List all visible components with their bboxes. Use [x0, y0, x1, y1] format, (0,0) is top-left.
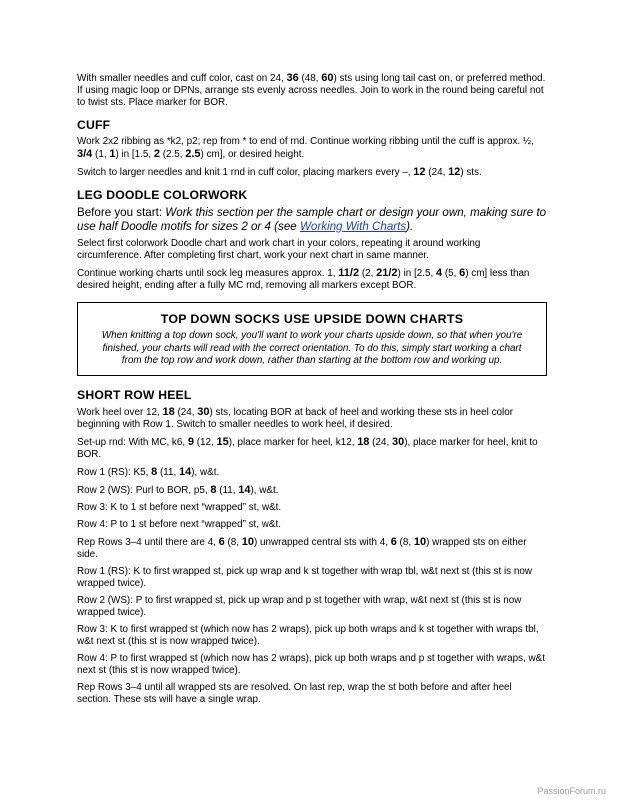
leg-paragraph-1: Select first colorwork Doodle chart and work chart in your colors, repeating it around working circumference. After completing first chart, work your next chart in same manner.	[77, 238, 481, 262]
leg-heading: LEG DOODLE COLORWORK	[77, 188, 248, 202]
text: ) sts.	[460, 167, 482, 178]
text: ) in [2.5,	[397, 268, 436, 280]
text: (1,	[92, 149, 110, 160]
text: (24,	[369, 437, 392, 449]
size-value: 14	[179, 466, 192, 479]
text: Row 2 (WS): Purl to BOR, p5,	[77, 485, 211, 497]
size-value: 6	[459, 267, 466, 280]
size-value: 30	[391, 436, 405, 449]
cuff-heading: CUFF	[77, 118, 111, 132]
size-value: 30	[197, 406, 210, 419]
note-box-title: TOP DOWN SOCKS USE UPSIDE DOWN CHARTS	[160, 312, 464, 327]
size-value: 1	[109, 148, 116, 160]
watermark: PassionForum.ru	[537, 786, 606, 796]
text: ), w&t.	[250, 485, 279, 497]
text: (11,	[157, 467, 179, 479]
heel-heading: SHORT ROW HEEL	[77, 388, 192, 403]
note-box-body: When knitting a top down sock, you'll want to work your charts upside down, so that when you're finished, your charts will read with the correct orientation. To do this, simply start working a chart from the top row and work down, rather than starting at the bottom row and working up.	[101, 330, 523, 366]
text: (8,	[396, 537, 414, 549]
heel-row-4: Row 4: P to 1 st before next “wrapped” st, w&t.	[77, 519, 281, 531]
size-value: 2	[153, 148, 160, 160]
text: ), place marker for heel, knit to BOR.	[77, 437, 538, 461]
upside-down-charts-note-box	[77, 302, 547, 376]
document-page	[77, 72, 547, 711]
before-you-start-note	[77, 206, 547, 233]
size-value: 6	[218, 536, 225, 549]
size-value: 21/2	[376, 267, 398, 280]
text: (24,	[174, 407, 198, 419]
size-value: 18	[162, 406, 175, 419]
text: ), w&t.	[191, 467, 220, 479]
text: ) cm], or desired height.	[200, 149, 305, 160]
text: Switch to larger needles and knit 1 rnd in cuff color, placing markers every –,	[77, 167, 414, 178]
heel-paragraph-1	[77, 406, 547, 431]
heel-resolve-row-4: Row 4: P to first wrapped st (which now has 2 wraps), pick up both wraps and p st together with wraps, w&t next st (this st is now wrapped twice).	[77, 653, 545, 677]
cuff-paragraph-1	[77, 136, 547, 161]
text: Row 1 (RS): K5,	[77, 467, 152, 479]
size-value: 18	[357, 436, 370, 449]
size-value: 2.5	[185, 148, 201, 160]
text: ) unwrapped central sts with 4,	[254, 537, 391, 549]
text: ) sts using long tail cast on, or preferred method. If using magic loop or DPNs, arrange sts evenly across needles. Join to work in the round being careful not to twist sts. Place marker for BOR.	[77, 73, 546, 108]
size-value: 3/4	[77, 148, 93, 160]
leg-paragraph-2	[77, 267, 547, 292]
text: Continue working charts until sock leg measures approx. 1,	[77, 268, 339, 280]
heel-resolve-row-3: Row 3: K to first wrapped st (which now has 2 wraps), pick up both wraps and k st together with wraps tbl, w&t next st (this st is now wrapped twice).	[77, 624, 539, 648]
text: (12,	[193, 437, 217, 449]
heel-row-2	[77, 484, 547, 497]
heel-row-3: Row 3: K to 1 st before next “wrapped” st, w&t.	[77, 502, 282, 514]
size-value: 11/2	[338, 267, 360, 280]
text: Work heel over 12,	[77, 407, 163, 419]
text: (11,	[216, 485, 239, 497]
text: ) in [1.5,	[115, 149, 154, 160]
note-text: ).	[406, 219, 414, 233]
text: ) wrapped sts on either side.	[77, 537, 527, 561]
cuff-paragraph-2	[77, 166, 547, 179]
size-value: 14	[238, 484, 251, 497]
size-value: 12	[448, 166, 461, 178]
size-value: 15	[216, 436, 229, 449]
text: ) sts, locating BOR at back of heel and working these sts in heel color beginning with Row 1. Switch to smaller needles to work heel, if desired.	[77, 407, 514, 431]
heel-row-1	[77, 466, 547, 479]
heel-setup-round	[77, 436, 547, 461]
text: (24,	[425, 167, 449, 178]
heel-final-repeat: Rep Rows 3–4 until all wrapped sts are resolved. On last rep, wrap the st both before and after heel section. These sts will have a single wrap.	[77, 682, 512, 706]
size-value: 10	[413, 536, 427, 549]
text: Set-up rnd: With MC, k6,	[77, 437, 188, 449]
text: Rep Rows 3–4 until there are 4,	[77, 537, 219, 549]
size-value: 8	[151, 466, 158, 479]
text: (48,	[298, 73, 322, 84]
text: (8,	[224, 537, 242, 549]
size-value: 60	[321, 72, 334, 84]
text: (2.5,	[159, 149, 186, 160]
text: ) cm] less than desired height, ending after a fully MC rnd, removing all markers except BOR.	[77, 268, 530, 292]
size-value: 10	[241, 536, 255, 549]
text: ), place marker for heel, k12,	[228, 437, 358, 449]
note-label: Before you start:	[77, 206, 166, 219]
text: With smaller needles and cuff color, cast on 24,	[77, 73, 287, 84]
heel-resolve-row-1: Row 1 (RS): K to first wrapped st, pick up wrap and k st together with wrap tbl, w&t next st (this st is now wrapped twice).	[77, 566, 532, 590]
heel-resolve-row-2: Row 2 (WS): P to first wrapped st, pick up wrap and p st together with wrap, w&t next st (this st is now wrapped twice).	[77, 595, 522, 619]
size-value: 6	[390, 536, 397, 549]
working-with-charts-link[interactable]: Working With Charts	[299, 219, 407, 233]
size-value: 36	[286, 72, 299, 84]
intro-paragraph	[77, 72, 547, 109]
text: (5,	[442, 268, 460, 280]
size-value: 9	[187, 436, 194, 449]
size-value: 8	[210, 484, 217, 497]
text: (2,	[359, 268, 377, 280]
size-value: 4	[435, 267, 443, 280]
note-text: Work this section per the sample chart or design your own, making sure to use half Doodle motifs for sizes 2 or 4 (see	[77, 206, 547, 233]
text: Work 2x2 ribbing as *k2, p2; rep from * to end of rnd. Continue working ribbing until the cuff is approx. ½,	[77, 136, 534, 147]
heel-repeat-rows	[77, 536, 547, 561]
size-value: 12	[413, 166, 426, 178]
